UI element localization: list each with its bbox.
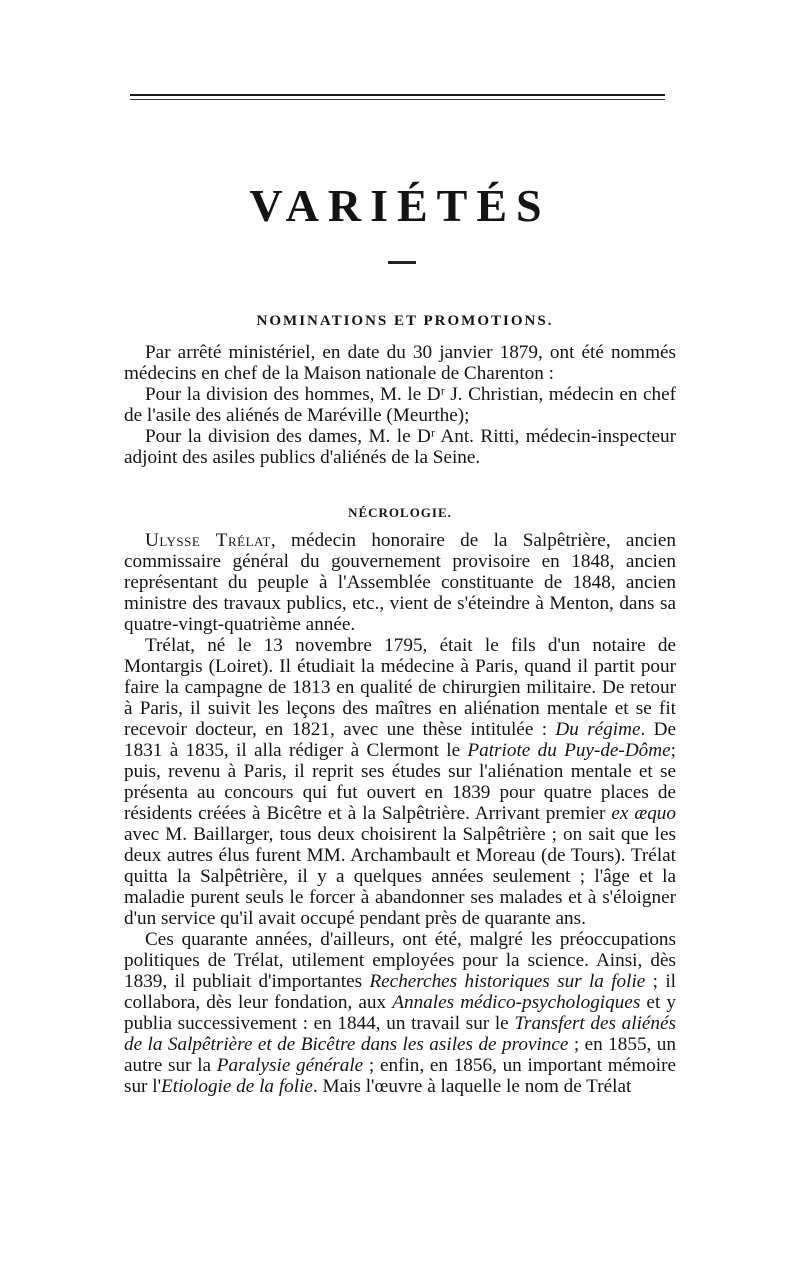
section-heading-nominations: NOMINATIONS ET PROMOTIONS.	[256, 313, 554, 329]
paragraph: Par arrêté ministériel, en date du 30 janvier 1879, ont été nommés médecins en chef de la Maison nationale de Charenton :	[124, 342, 676, 384]
paragraph	[124, 929, 676, 1097]
top-rule	[130, 94, 665, 96]
section-heading-necrologie: NÉCROLOGIE.	[348, 505, 452, 520]
italic-run: ex æquo	[611, 803, 676, 824]
text-run: . De 1831 à 1835, il alla rédiger à Clermont le	[124, 719, 677, 761]
necrologie-body	[124, 530, 676, 1097]
text-run: . Mais l'œuvre à laquelle le nom de Trélat	[312, 1076, 632, 1097]
paragraph: Pour la division des hommes, M. le Dʳ J. Christian, médecin en chef de l'asile des aliénés de Maréville (Meurthe);	[124, 384, 676, 426]
page-title: VARIÉTÉS	[249, 180, 551, 231]
paragraph	[124, 635, 676, 929]
text-run: avec M. Baillarger, tous deux choisirent la Salpêtrière ; on sait que les deux autres élus furent MM. Archambault et Moreau (de Tours). Trélat quitta la Salpêtrière, il y a quelques années seulement ; l'âge et la maladie purent seuls le forcer à abandonner ses malades et à s'éloigner d'un service qu'il avait occupé pendant près de quarante ans.	[124, 824, 676, 929]
person-name: Ulysse Trélat	[145, 530, 271, 551]
italic-run: Transfert des aliénés de la Salpêtrière et de Bicêtre dans les asiles de province	[124, 1013, 677, 1055]
italic-run: Patriote du Puy-de-Dôme	[467, 740, 671, 761]
italic-run: Recherches historiques sur la folie	[369, 971, 646, 992]
text-run: ; puis, revenu à Paris, il reprit ses études sur l'aliénation mentale et se présenta au concours qui fut ouvert en 1839 pour quatre places de résidents créées à Bicêtre et à la Salpêtrière. Arrivant premier	[124, 740, 676, 824]
text-run: ; il collabora, dès leur fondation, aux	[124, 971, 676, 1013]
italic-run: Du régime	[555, 719, 641, 740]
text-run: ; en 1855, un autre sur la	[124, 1034, 676, 1076]
italic-run: Etiologie de la folie	[161, 1076, 313, 1097]
text-run: Trélat, né le 13 novembre 1795, était le fils d'un notaire de Montargis (Loiret). Il étudiait la médecine à Paris, quand il partit pour faire la campagne de 1813 en qualité de chirurgien militaire. De retour à Paris, il suivit les leçons des maîtres en aliénation mentale et se fit recevoir docteur, en 1821, avec une thèse intitulée :	[124, 635, 676, 740]
text-run: Ces quarante années, d'ailleurs, ont été, malgré les préoccupations politiques de Trélat, utilement employées pour la science. Ainsi, dès 1839, il publiait d'importantes	[124, 929, 676, 992]
text-run: ; enfin, en 1856, un important mémoire sur l'	[124, 1055, 677, 1097]
italic-run: Paralysie générale	[216, 1055, 364, 1076]
top-rule-thin	[130, 99, 665, 100]
paragraph	[124, 530, 676, 635]
paragraph: Pour la division des dames, M. le Dʳ Ant. Ritti, médecin-inspecteur adjoint des asiles publics d'aliénés de la Seine.	[124, 426, 676, 468]
text-run: et y publia successivement : en 1844, un travail sur le	[124, 992, 676, 1034]
title-separator	[388, 261, 416, 264]
italic-run: Annales médico-psychologiques	[392, 992, 641, 1013]
nominations-body	[124, 342, 676, 468]
text-run: , médecin honoraire de la Salpêtrière, ancien commissaire général du gouvernement provisoire en 1848, ancien représentant du peuple à l'Assemblée constituante de 1848, ancien ministre des travaux publics, etc., vient de s'éteindre à Menton, dans sa quatre-vingt-quatrième année.	[124, 530, 677, 635]
